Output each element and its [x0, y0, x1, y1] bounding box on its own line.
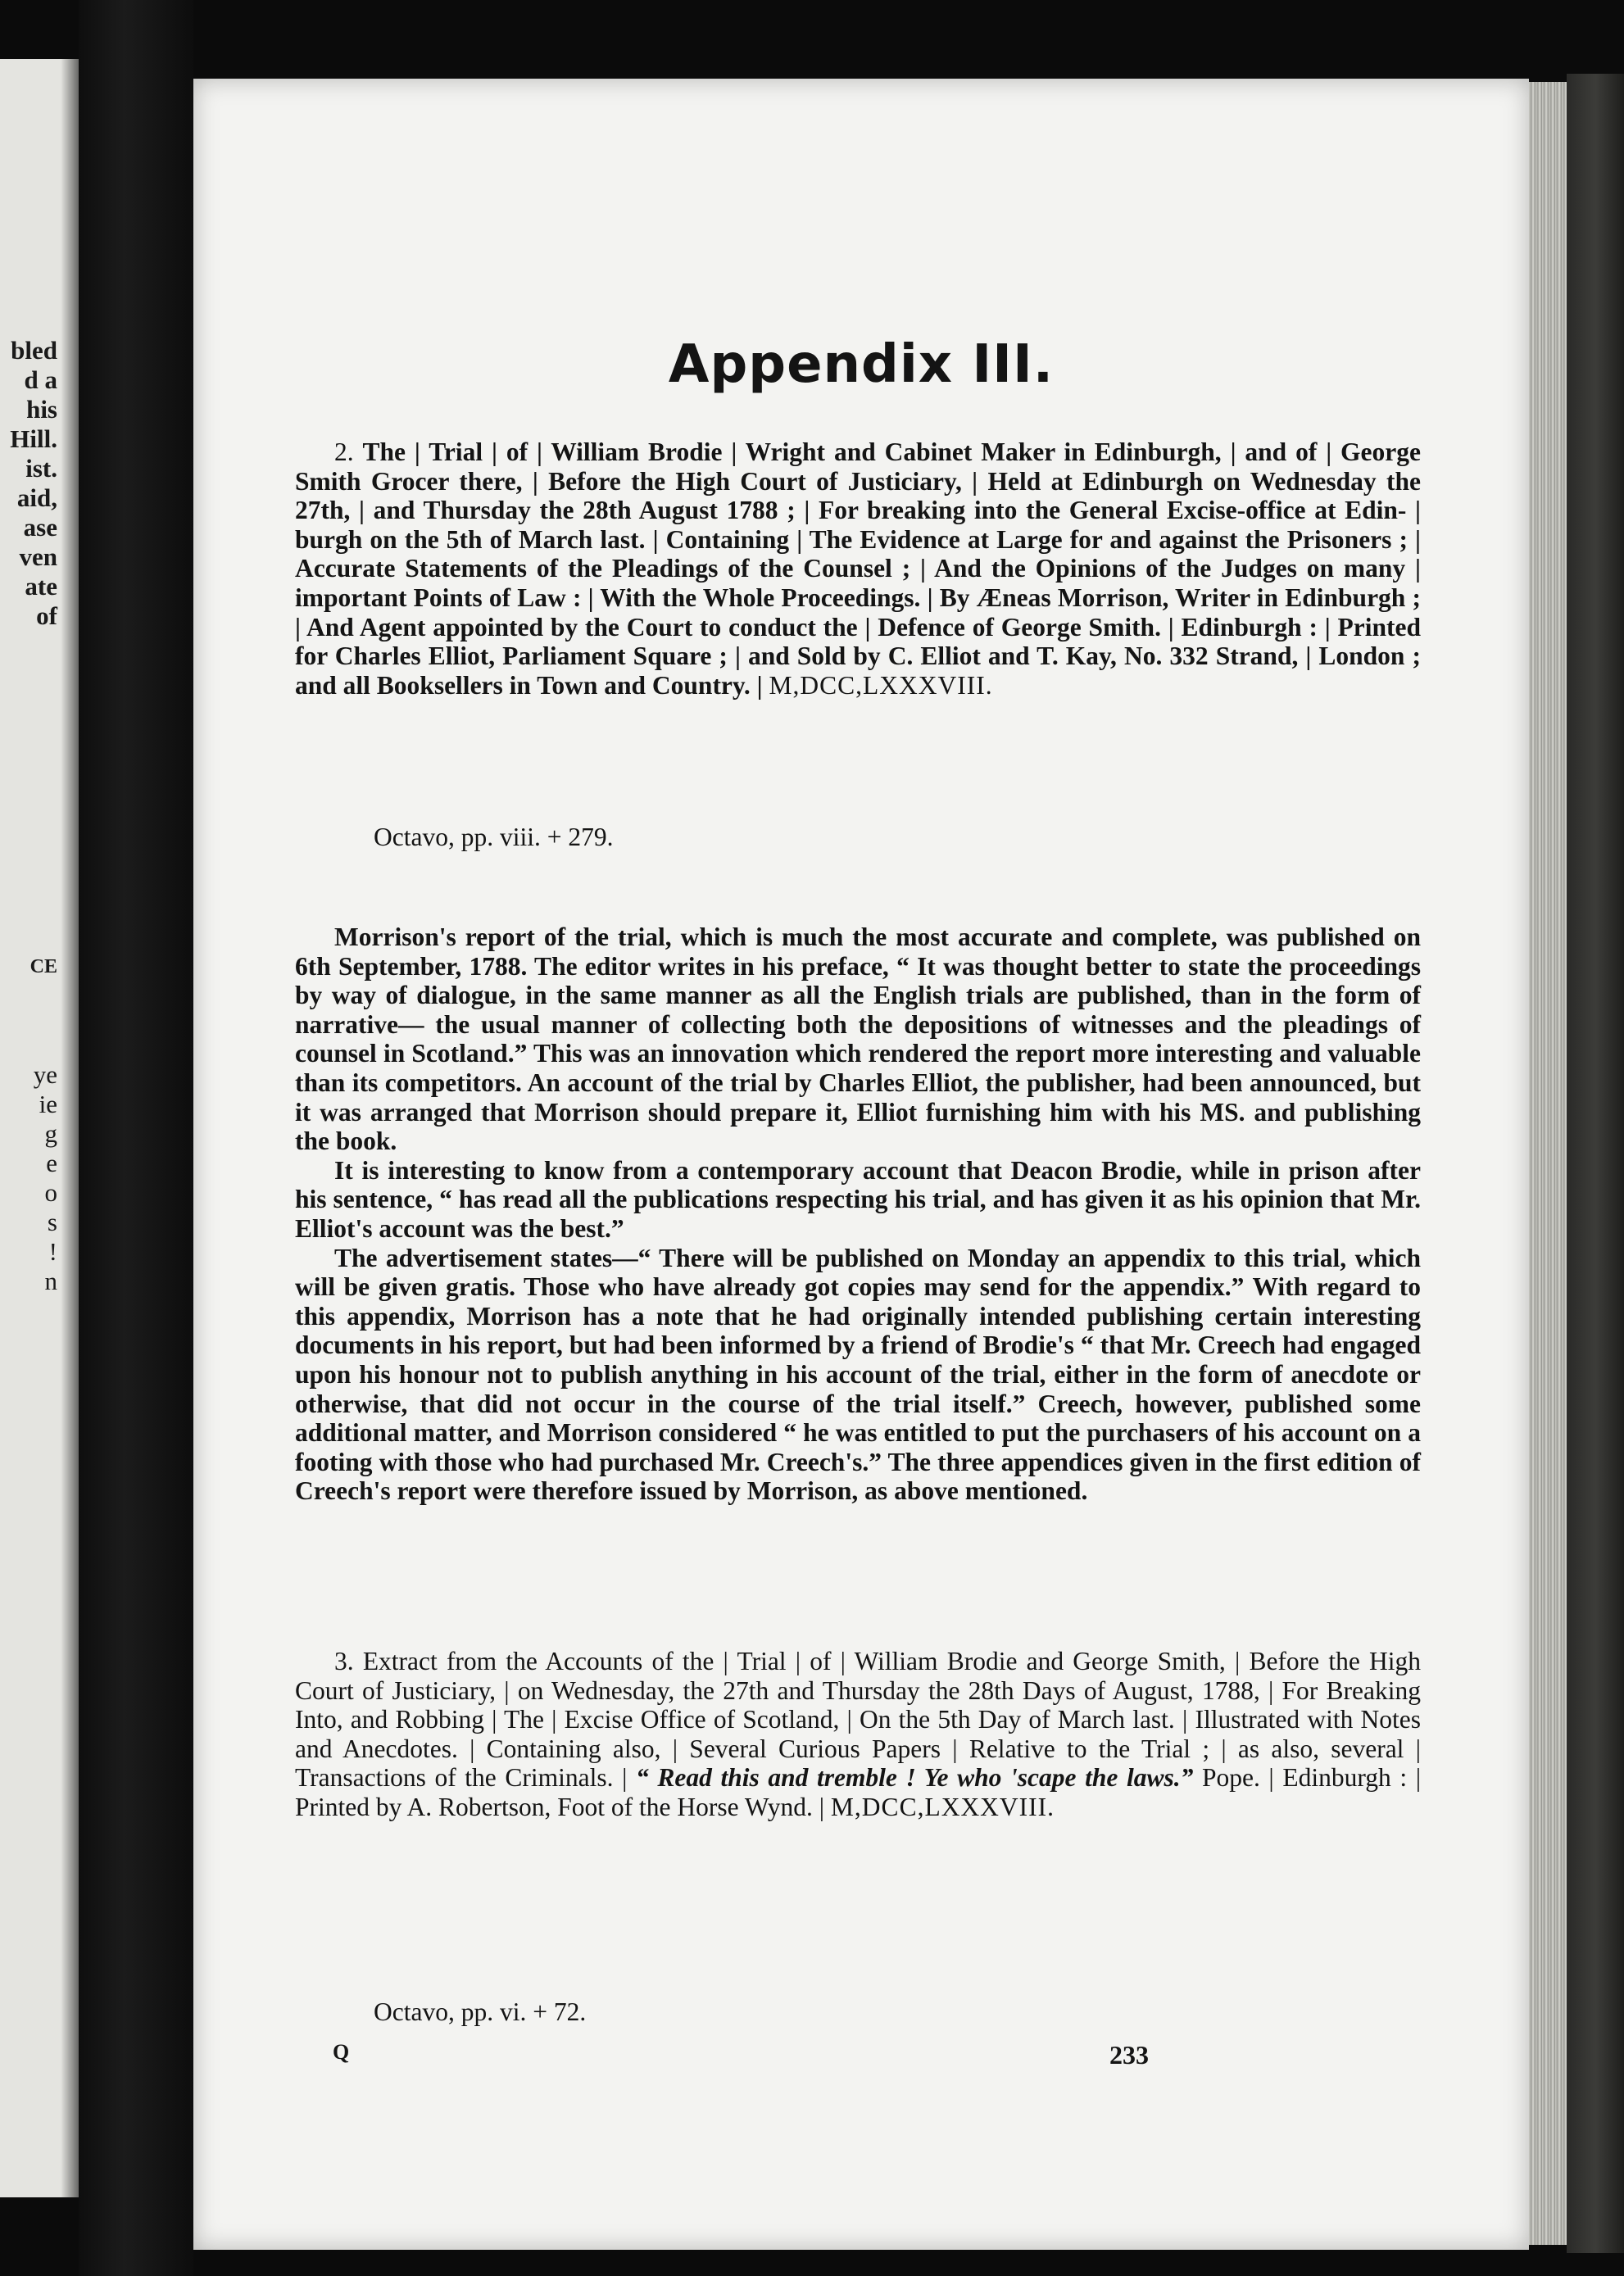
- left-page-text: ate: [25, 572, 57, 601]
- entry-date: M,DCC,LXXXVIII.: [769, 670, 993, 700]
- left-page-text: e: [46, 1149, 57, 1177]
- entry-date: M,DCC,LXXXVIII.: [830, 1792, 1055, 1821]
- bibliography-entry-3: [295, 1647, 1421, 1822]
- left-page-text: bled: [11, 336, 57, 365]
- left-page-text: his: [26, 395, 57, 424]
- commentary-paragraph: Morrison's report of the trial, which is much the most accurate and complete, was published on 6th September, 1788. The editor writes in his preface, “ It was thought better to state the proceedings by way of dialogue, in the same manner as all the English trials are published, than in the form of narrative— the usual manner of collecting both the depositions of witnesses and the pleadings of counsel in Scotland.” This was an innovation which rendered the report more interesting and valuable than its competitors. An account of the trial by Charles Elliot, the publisher, had been announced, but it was arranged that Morrison should prepare it, Elliot furnishing him with his MS. and publishing the book.: [295, 923, 1421, 1156]
- page-edges: [1529, 82, 1567, 2245]
- left-page-text: g: [44, 1119, 57, 1148]
- entry-text: The | Trial | of | William Brodie | Wright and Cabinet Maker in Edinburgh, | and of | George Smith Grocer there, | Before the High Court of Justiciary, | Held at Edinburgh on Wednesday the 27th, | and Thursday the 28th August 1788 ; | For breaking into the General Excise-office at Edin- | burgh on the 5th of March last. | Containing | The Evidence at Large for and against the Prisoners ; | Accurate Statements of the Pleadings of the Counsel ; | And the Opinions of the Judges on many | important Points of Law : | With the Whole Proceedings. | By Æneas Morrison, Writer in Edinburgh ; | And Agent appointed by the Court to conduct the | Defence of George Smith. | Edinburgh : | Printed for Charles Elliot, Parliament Square ; | and Sold by C. Elliot and T. Kay, No. 332 Strand, | London ; and all Booksellers in Town and Country. |: [295, 438, 1422, 700]
- left-page-text: ist.: [25, 454, 57, 483]
- book-gutter: [79, 0, 193, 2276]
- commentary-paragraph: The advertisement states—“ There will be published on Monday an appendix to this trial, which will be given gratis. Those who have already got copies may send for the appendix.” With regard to this appendix, Morrison has a note that he had originally intended publishing certain interesting documents in his report, but had been informed by a friend of Brodie's “ that Mr. Creech had engaged upon his honour not to publish anything in his account of the trial, either in the form of anecdote or otherwise, that did not occur in the course of the trial itself.” Creech, however, published some additional matter, and Morrison considered “ he was entitled to put the purchasers of his account on a footing with those who had purchased Mr. Creech's.” The three appendices given in the first edition of Creech's report were therefore issued by Morrison, as above mentioned.: [295, 1243, 1421, 1506]
- page-number: 233: [1109, 2040, 1149, 2070]
- left-page-text: CE: [29, 956, 57, 977]
- entry-quote: “ Read this and tremble ! Ye who 'scape the laws.”: [636, 1763, 1194, 1793]
- left-page-text: aid,: [16, 483, 57, 512]
- entry-text: Extract from the Accounts of the | Trial | of | William Brodie and George Smith, | Before the High Court of Justiciary, | on Wednesday, the 27th and Thursday the 28th Days of August, 1788, | For Breaking Into, and Robbing | The | Excise Office of Scotland, | On the 5th Day of March last. | Illustrated with Notes and Anecdotes. | Containing also, | Several Curious Papers | Relative to the Trial ; | as also, several | Transactions of the Criminals. |: [295, 1647, 1421, 1793]
- left-page-text: ase: [23, 513, 57, 542]
- entry-number: 3.: [334, 1647, 354, 1675]
- left-page-text: d a: [24, 365, 57, 394]
- edition-note: Octavo, pp. vi. + 72.: [374, 1997, 587, 2026]
- edition-note: Octavo, pp. viii. + 279.: [374, 823, 614, 851]
- book-page: [193, 79, 1529, 2250]
- left-page-text: of: [36, 601, 57, 630]
- commentary-paragraph: It is interesting to know from a contemporary account that Deacon Brodie, while in prison after his sentence, “ has read all the publications respecting his trial, and has given it as his opinion that Mr. Elliot's account was the best.”: [295, 1155, 1421, 1243]
- gutter-shadow: [61, 59, 79, 2197]
- left-page-text: o: [44, 1178, 57, 1207]
- entry-number: 2.: [334, 438, 354, 466]
- left-page-text: ie: [39, 1090, 57, 1118]
- book-cover-edge: [1567, 74, 1624, 2253]
- entry-text: Pope. | Edinburgh : | Printed by A. Robertson, Foot of the Horse Wynd. |: [295, 1763, 1422, 1821]
- page-title: Appendix III.: [668, 334, 1055, 395]
- left-page-text: Hill.: [10, 424, 57, 453]
- left-page-text: n: [44, 1267, 57, 1295]
- left-page-fragment: [0, 59, 79, 2197]
- bibliography-entry-2: [295, 438, 1421, 700]
- signature-mark: Q: [333, 2040, 350, 2064]
- left-page-text: s: [47, 1208, 57, 1236]
- left-page-text: !: [48, 1237, 57, 1266]
- left-page-text: ven: [19, 542, 57, 571]
- left-page-text: ye: [33, 1060, 57, 1089]
- commentary: [295, 923, 1421, 1506]
